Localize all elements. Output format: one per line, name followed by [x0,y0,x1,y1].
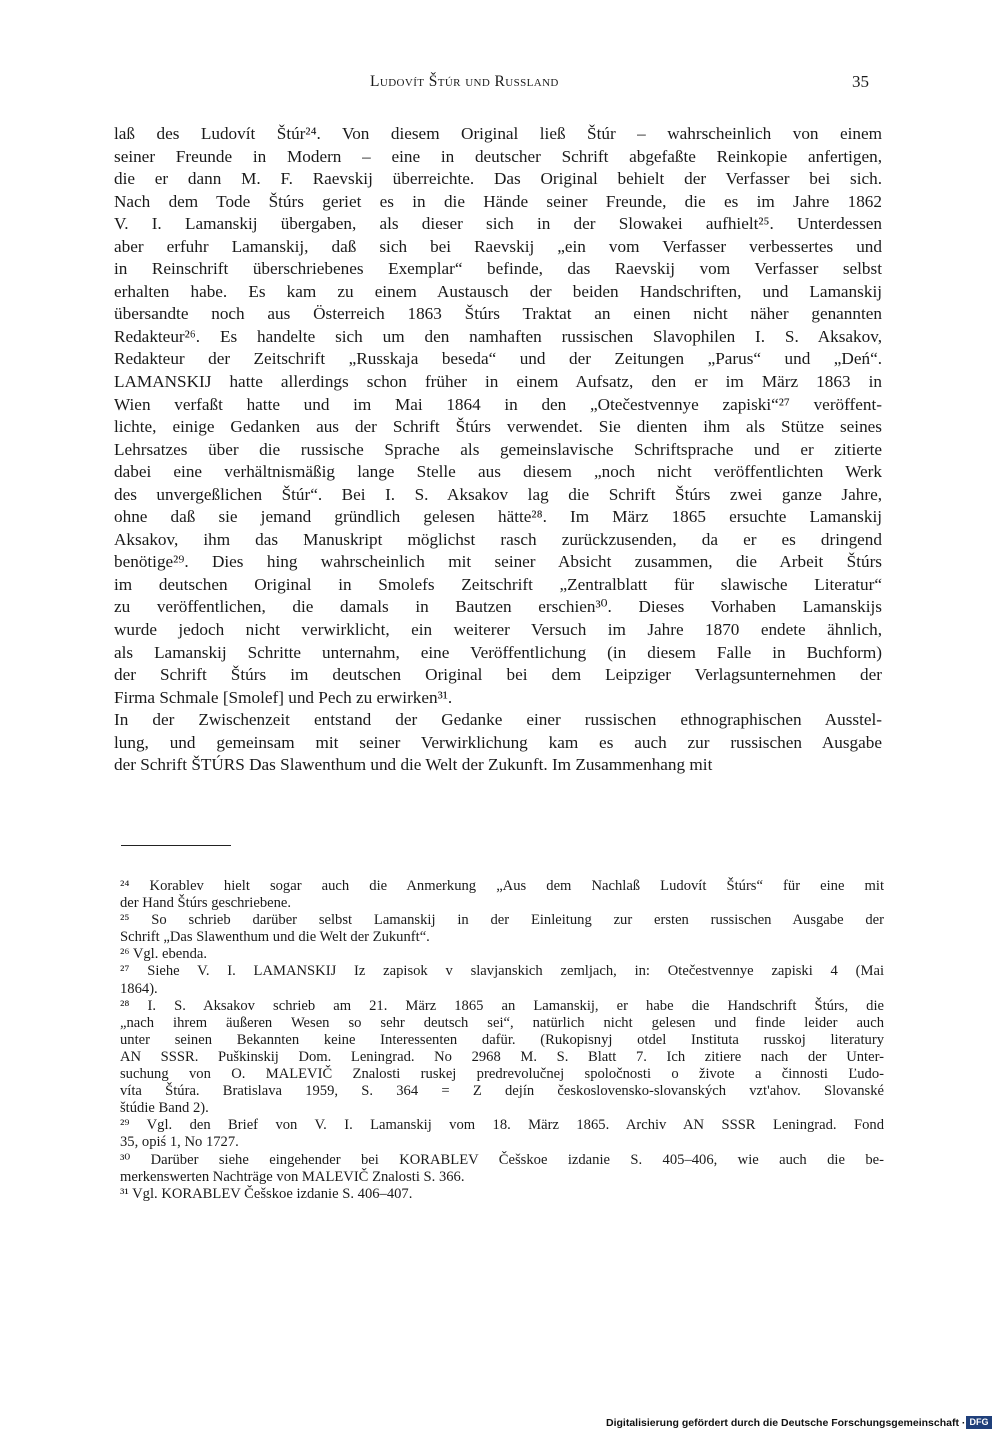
footnote-line: ²⁵ So schrieb darüber selbst Lamanskij in der Einleitung zur ersten russischen Ausgabe der [120,912,884,929]
body-line: ohne daß sie jemand gründlich gelesen hätte²⁸. Im März 1865 ersuchte Lamanskij [114,507,882,527]
body-line: Nach dem Tode Štúrs geriet es in die Hände seiner Freunde, die es im Jahre 1862 [114,191,882,211]
dfg-logo-icon: DFG [966,1416,992,1429]
footnote-line: 35, opiś 1, No 1727. [120,1134,239,1151]
body-line: benötige²⁹. Dies hing wahrscheinlich mit seiner Absicht zusammen, die Arbeit Štúrs [114,552,882,572]
body-line: die er dann M. F. Raevskij überreichte. Das Original behielt der Verfasser bei sich. [114,169,882,189]
body-line: LAMANSKIJ hatte allerdings schon früher in einem Aufsatz, den er im März 1863 in [114,372,882,392]
footnote-line: ²⁹ Vgl. den Brief von V. I. Lamanskij vom 18. März 1865. Archiv AN SSSR Leningrad. Fond [120,1117,884,1134]
footnote-line: „nach ihrem äußeren Wesen so sehr deutsch sei“, natürlich nicht gelesen und finde leider auch [120,1014,884,1031]
body-text [114,123,882,777]
body-line: Redakteur²⁶. Es handelte sich um den namhaften russischen Slavophilen I. S. Aksakov, [114,326,882,346]
body-line: lung, und gemeinsam mit seiner Verwirklichung kam es auch zur russischen Ausgabe [114,732,882,752]
body-line: des unvergeßlichen Štúr“. Bei I. S. Aksakov lag die Schrift Štúrs zwei ganze Jahre, [114,484,882,504]
footnote-line: 1864). [120,980,158,997]
body-line: Aksakov, ihm das Manuskript möglichst rasch zurückzusenden, da er es dringend [114,529,882,549]
body-line: als Lamanskij Schritte unternahm, eine Veröffentlichung (in diesem Falle in Buchform) [114,642,882,662]
footnote-line: ²⁷ Siehe V. I. LAMANSKIJ Iz zapisok v slavjanskich zemljach, in: Otečestvennye zapiski 4 (Mai [120,963,884,980]
footnote-line: ²⁴ Korablev hielt sogar auch die Anmerkung „Aus dem Nachlaß Ludovít Štúrs“ für eine mit [120,878,884,894]
body-line: wurde jedoch nicht verwirklicht, ein weiterer Versuch im Jahre 1870 endete ähnlich, [114,620,882,640]
footnote-line: AN SSSR. Puškinskij Dom. Leningrad. No 2968 M. S. Blatt 7. Ich zitiere nach der Unter- [120,1048,884,1065]
digitization-credit: Digitalisierung gefördert durch die Deutsche Forschungsgemeinschaft · [606,1417,966,1429]
body-line: Wien verfaßt hatte und im Mai 1864 in den „Otečestvennye zapiski“²⁷ veröffent- [114,394,882,414]
body-line: in Reinschrift überschriebenes Exemplar“ befinde, das Raevskij vom Verfasser selbst [114,259,882,279]
body-line: Redakteur der Zeitschrift „Russkaja beseda“ und der Zeitungen „Parus“ und „Deń“. [114,349,882,369]
footnote-line: ³¹ Vgl. KORABLEV Češskoe izdanie S. 406–407. [120,1185,413,1202]
footnote-line: víta Štúra. Bratislava 1959, S. 364 = Z dejín československo-slovanských vzt'ahov. Slovanské [120,1083,884,1100]
footnotes [120,878,884,1203]
body-line: aber erfuhr Lamanskij, daß sich bei Raevskij „ein vom Verfasser verbessertes und [114,236,882,256]
body-line: erhalten habe. Es kam zu einem Austausch der beiden Handschriften, und Lamanskij [114,281,882,301]
page-number: 35 [852,72,869,91]
body-line: der Schrift Štúrs im deutschen Original bei dem Leipziger Verlagsunternehmen der [114,665,882,685]
body-line: laß des Ludovít Štúr²⁴. Von diesem Original ließ Štúr – wahrscheinlich von einem [114,124,882,143]
body-line: V. I. Lamanskij übergaben, als dieser sich in der Slowakei aufhielt²⁵. Unterdessen [114,214,882,234]
footnote-line: merkenswerten Nachträge von MALEVIČ Znalosti S. 366. [120,1168,465,1185]
body-line: zu veröffentlichen, die damals in Bautzen erschien³⁰. Dieses Vorhaben Lamanskijs [114,597,882,617]
body-line: seiner Freunde in Modern – eine in deutscher Schrift abgefaßte Reinkopie anfertigen, [114,146,882,166]
running-title: Ludovít Štúr und Russland [370,73,559,90]
body-line: im deutschen Original in Smolefs Zeitschrift „Zentralblatt für slawische Literatur“ [114,574,882,594]
footnote-line: der Hand Štúrs geschriebene. [120,895,292,912]
footnote-divider [121,845,231,846]
footnote-line: ³⁰ Darüber siehe eingehender bei KORABLEV Češskoe izdanie S. 405–406, wie auch die be- [120,1151,884,1168]
body-line: In der Zwischenzeit entstand der Gedanke einer russischen ethnographischen Ausstel- [114,710,882,730]
body-line: dabei eine verhältnismäßig lange Stelle aus diesem „noch nicht veröffentlichten Werk [114,462,882,482]
body-line: Firma Schmale [Smolef] und Pech zu erwirken³¹. [114,687,453,707]
footnote-line: ²⁶ Vgl. ebenda. [120,946,208,963]
footnote-line: suchung von O. MALEVIČ Znalosti ruskej predrevolučnej spoločnosti o živote a činnosti Ľudo- [120,1066,884,1083]
footnote-line: štúdie Band 2). [120,1100,209,1117]
footnote-line: unter seinen Bekannten keine Interessenten dafür. (Rukopisnyj otdel Instituta russkoj literatury [120,1031,884,1048]
footnote-line: ²⁸ I. S. Aksakov schrieb am 21. März 1865 an Lamanskij, er habe die Handschrift Štúrs, die [120,997,884,1014]
body-line: Lehrsatzes über die russische Sprache als gemeinslavische Schriftsprache und er zitierte [114,439,882,459]
body-line: übersandte noch aus Österreich 1863 Štúrs Traktat an einen nicht näher genannten [114,304,882,324]
footnote-line: Schrift „Das Slawenthum und die Welt der Zukunft“. [120,929,430,946]
body-line: lichte, einige Gedanken aus der Schrift Štúrs verwendet. Sie dienten ihm als Stütze seines [114,417,882,437]
body-line: der Schrift ŠTÚRS Das Slawenthum und die Welt der Zukunft. Im Zusammenhang mit [114,755,713,775]
